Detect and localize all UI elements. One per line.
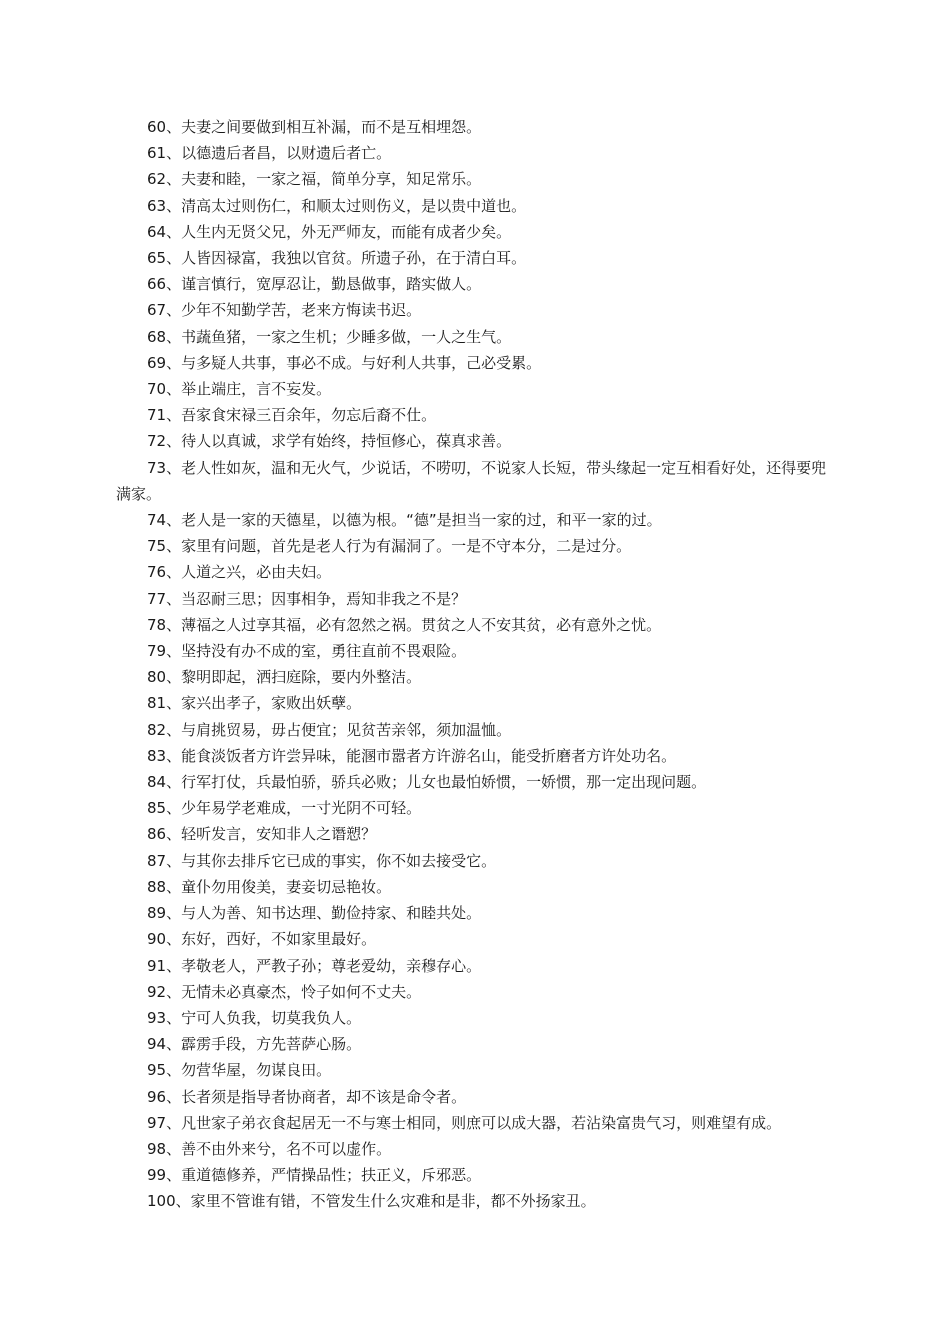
list-item: 77、当忍耐三思；因事相争，焉知非我之不是？ xyxy=(147,589,467,608)
list-item: 81、家兴出孝子，家败出妖孽。 xyxy=(147,694,362,713)
list-item: 70、举止端庄，言不妄发。 xyxy=(147,380,332,399)
list-item: 69、与多疑人共事，事必不成。与好利人共事，己必受累。 xyxy=(147,353,542,372)
list-item: 76、人道之兴，必由夫妇。 xyxy=(147,563,332,582)
list-item: 78、薄福之人过享其福，必有忽然之祸。贯贫之人不安其贫，必有意外之忧。 xyxy=(147,615,662,634)
list-item: 94、霹雳手段，方先菩萨心肠。 xyxy=(147,1035,362,1054)
list-item: 67、少年不知勤学苦，老来方悔读书迟。 xyxy=(147,301,422,320)
list-item: 91、孝敬老人，严教子孙；尊老爱幼，亲穆存心。 xyxy=(147,956,482,975)
list-item: 72、待人以真诚，求学有始终，持恒修心，葆真求善。 xyxy=(147,432,512,451)
list-item: 84、行军打仗，兵最怕骄，骄兵必败；儿女也最怕娇惯，一娇惯，那一定出现问题。 xyxy=(147,773,707,792)
list-item: 98、善不由外来兮，名不可以虚作。 xyxy=(147,1139,392,1158)
list-item: 79、坚持没有办不成的室，勇往直前不畏艰险。 xyxy=(147,642,467,661)
list-item: 63、清高太过则伤仁，和顺太过则伤义，是以贵中道也。 xyxy=(147,196,527,215)
list-item: 66、谨言慎行，宽厚忍让，勤恳做事，踏实做人。 xyxy=(147,275,482,294)
list-item: 97、凡世家子弟衣食起居无一不与寒士相同，则庶可以成大器，若沾染富贵气习，则难望有成。 xyxy=(147,1113,782,1132)
list-item: 86、轻听发言，安知非人之谮愬？ xyxy=(147,825,377,844)
list-item: 89、与人为善、知书达理、勤俭持家、和睦共处。 xyxy=(147,904,482,923)
list-item: 80、黎明即起，洒扫庭除，要内外整洁。 xyxy=(147,668,422,687)
list-item: 64、人生内无贤父兄，外无严师友，而能有成者少矣。 xyxy=(147,222,512,241)
list-item: 96、长者须是指导者协商者，却不该是命令者。 xyxy=(147,1087,467,1106)
list-item: 65、人皆因禄富，我独以官贫。所遗子孙，在于清白耳。 xyxy=(147,249,527,268)
list-item: 60、夫妻之间要做到相互补漏，而不是互相埋怨。 xyxy=(147,118,482,136)
maxim-list xyxy=(116,114,828,1215)
list-item: 83、能食淡饭者方许尝异味，能溷市嚣者方许游名山，能受折磨者方许处功名。 xyxy=(147,746,677,765)
list-item: 73、老人性如灰，温和无火气，少说话，不唠叨，不说家人长短，带头缘起一定互相看好处，还得要兜满家。 xyxy=(116,458,827,503)
list-item: 93、宁可人负我，切莫我负人。 xyxy=(147,1008,362,1027)
list-item: 87、与其你去排斥它已成的事实，你不如去接受它。 xyxy=(147,851,497,870)
list-item: 85、少年易学老难成，一寸光阴不可轻。 xyxy=(147,799,422,818)
list-item: 92、无情未必真豪杰，怜子如何不丈夫。 xyxy=(147,982,422,1001)
list-item: 61、以德遗后者昌，以财遗后者亡。 xyxy=(147,144,392,163)
list-item: 68、书蔬鱼猪，一家之生机；少睡多做，一人之生气。 xyxy=(147,327,512,346)
list-item: 71、吾家食宋禄三百余年，勿忘后裔不仕。 xyxy=(147,406,437,425)
list-item: 100、家里不管谁有错，不管发生什么灾难和是非，都不外扬家丑。 xyxy=(147,1192,596,1211)
list-item: 95、勿营华屋，勿谋良田。 xyxy=(147,1061,332,1080)
list-item: 99、重道德修养，严情操品性；扶正义，斥邪恶。 xyxy=(147,1166,482,1185)
list-item: 88、童仆勿用俊美，妻妾切忌艳妆。 xyxy=(147,877,392,896)
list-item: 82、与肩挑贸易，毋占便宜；见贫苦亲邻，须加温恤。 xyxy=(147,720,512,739)
list-item: 74、老人是一家的天德星，以德为根。“德”是担当一家的过，和平一家的过。 xyxy=(147,511,662,530)
list-item: 90、东好，西好，不如家里最好。 xyxy=(147,930,377,949)
list-item: 62、夫妻和睦，一家之福，简单分享，知足常乐。 xyxy=(147,170,482,189)
list-item: 75、家里有问题，首先是老人行为有漏洞了。一是不守本分，二是过分。 xyxy=(147,537,632,556)
